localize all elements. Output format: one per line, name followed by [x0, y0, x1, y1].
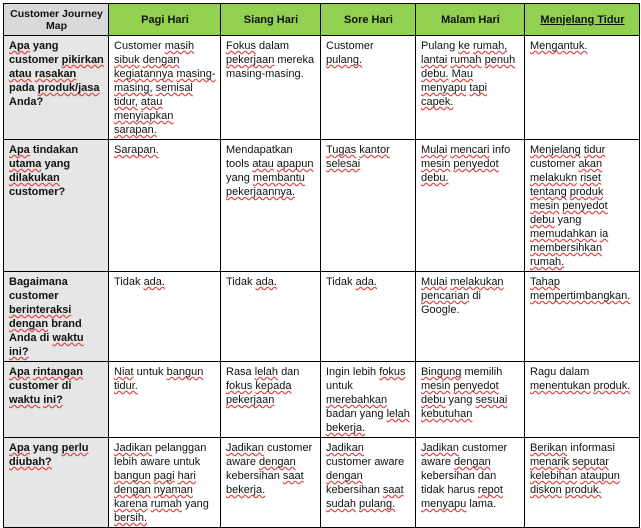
table-cell: Berikan informasi menarik seputar kelebihan ataupun diskon produk.	[525, 438, 640, 528]
table-row	[4, 272, 640, 362]
table-cell: Mulai mencari info mesin penyedot debu.	[416, 140, 525, 272]
row-question: Apa yang perlu diubah?	[4, 438, 109, 528]
column-header-malam: Malam Hari	[416, 4, 525, 36]
table-cell: Mendapatkan tools atau apapun yang membantu pekerjaannya.	[221, 140, 321, 272]
table-cell: Jadikan customer aware dengan kebersihan saat bekerja.	[221, 438, 321, 528]
table-row	[4, 438, 640, 528]
table-cell: Fokus dalam pekerjaan mereka masing-masing.	[221, 36, 321, 140]
table-cell: Tidak ada.	[109, 272, 221, 362]
table-row	[4, 140, 640, 272]
table-row	[4, 362, 640, 438]
row-question: Apa rintangan customer di waktu ini?	[4, 362, 109, 438]
column-header-pagi: Pagi Hari	[109, 4, 221, 36]
table-cell: Ragu dalam menentukan produk.	[525, 362, 640, 438]
table-cell: Bingung memilih mesin penyedot debu yang sesuai kebutuhan	[416, 362, 525, 438]
table-cell: Mulai melakukan pencarian di Google.	[416, 272, 525, 362]
table-cell: Sarapan.	[109, 140, 221, 272]
table-cell: Ingin lebih fokus untuk merebahkan badan yang lelah bekerja.	[321, 362, 416, 438]
table-cell: Mengantuk.	[525, 36, 640, 140]
table-cell: Menjelang tidur customer akan melakukn riset tentang produk mesin penyedot debu yang memudahkan ia membersihkan rumah.	[525, 140, 640, 272]
row-question: Apa yang customer pikirkan atau rasakan pada produk/jasa Anda?	[4, 36, 109, 140]
table-cell: Tidak ada.	[221, 272, 321, 362]
table-cell: Pulang ke rumah, lantai rumah penuh debu. Mau menyapu tapi capek.	[416, 36, 525, 140]
table-cell: Tidak ada.	[321, 272, 416, 362]
table-row	[4, 36, 640, 140]
table-cell: Customer masih sibuk dengan kegiatannya masing-masing, semisal tidur, atau menyiapkan sarapan.	[109, 36, 221, 140]
header-row	[4, 4, 640, 36]
table-cell: Jadikan customer aware dengan kebersihan dan tidak harus repot menyapu lama.	[416, 438, 525, 528]
corner-header: Customer Journey Map	[4, 4, 109, 36]
table-cell: Customer pulang.	[321, 36, 416, 140]
table-cell: Tugas kantor selesai	[321, 140, 416, 272]
table-cell: Rasa lelah dan fokus kepada pekerjaan	[221, 362, 321, 438]
table-cell: Tahap mempertimbangkan.	[525, 272, 640, 362]
column-header-siang: Siang Hari	[221, 4, 321, 36]
column-header-menjelang-tidur: Menjelang Tidur	[525, 4, 640, 36]
row-question: Bagaimana customer berinteraksi dengan brand Anda di waktu ini?	[4, 272, 109, 362]
table-cell: Jadikan customer aware dengan kebersihan saat sudah pulang.	[321, 438, 416, 528]
row-question: Apa tindakan utama yang dilakukan customer?	[4, 140, 109, 272]
customer-journey-table	[3, 3, 640, 528]
table-cell: Niat untuk bangun tidur.	[109, 362, 221, 438]
table-cell: Jadikan pelanggan lebih aware untuk bangun pagi hari dengan nyaman karena rumah yang bersih.	[109, 438, 221, 528]
column-header-sore: Sore Hari	[321, 4, 416, 36]
